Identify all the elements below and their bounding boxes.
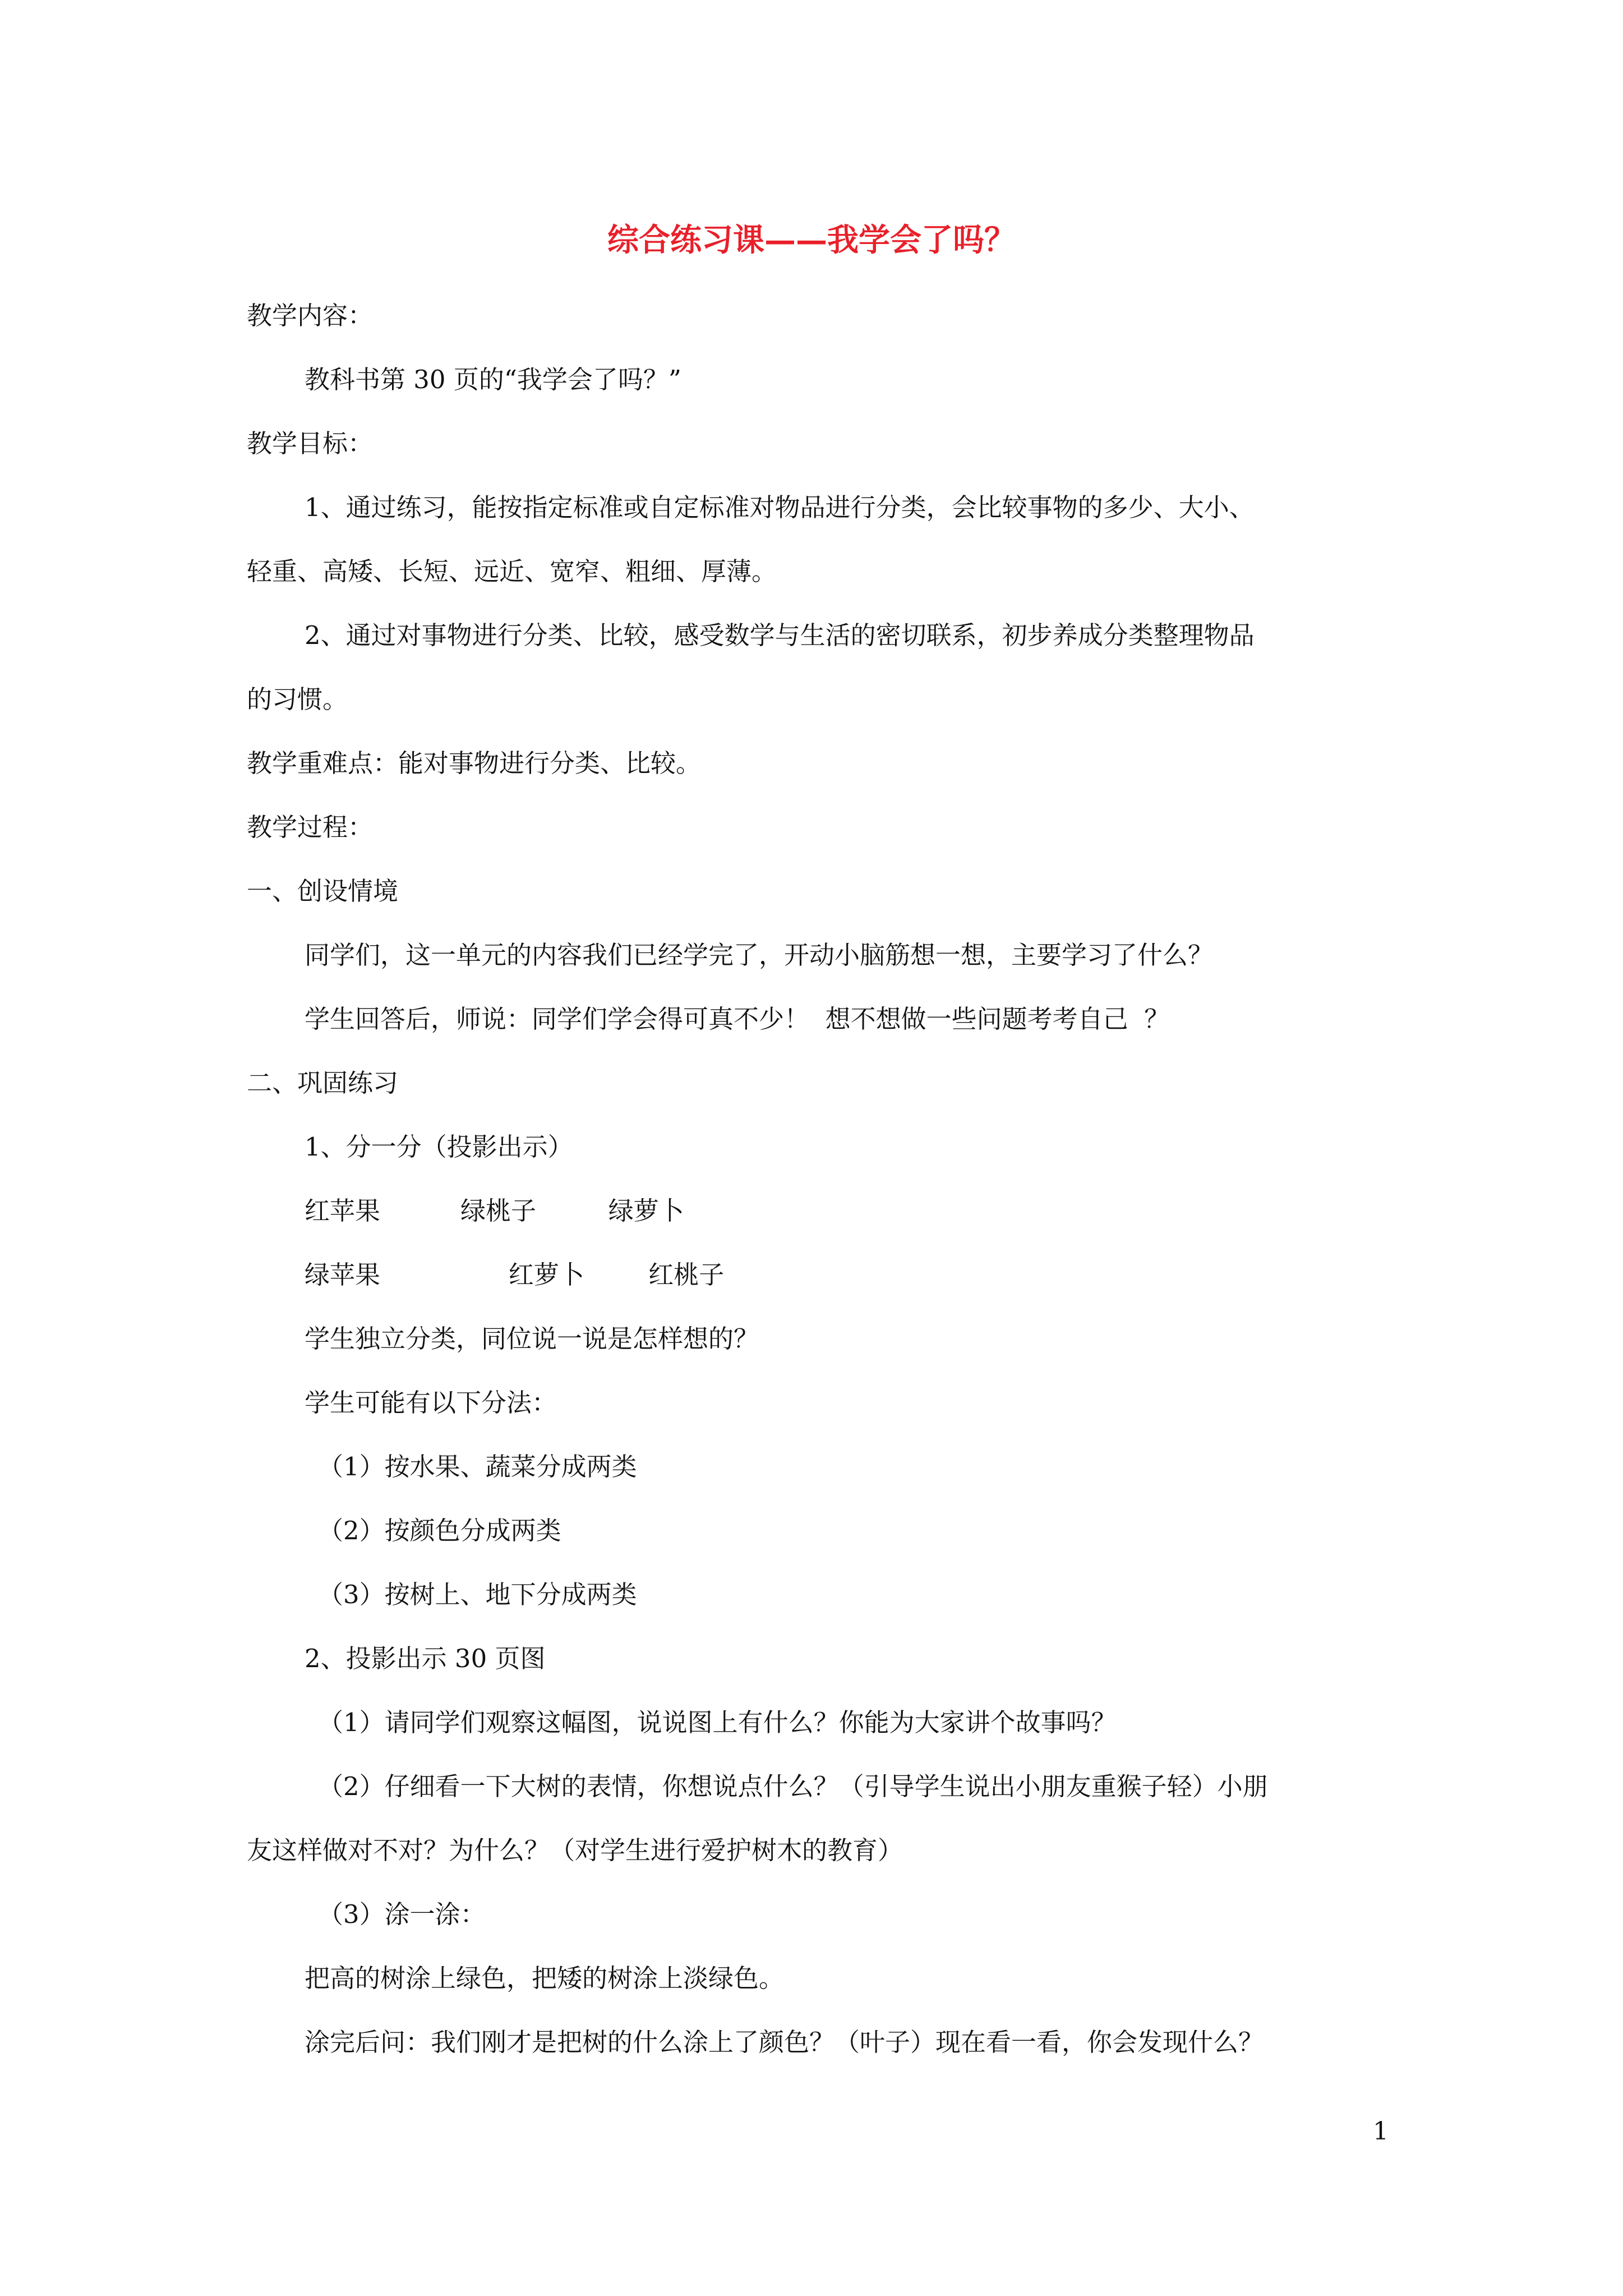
page-number: 1	[1373, 2117, 1389, 2146]
section-heading: 一、创设情境	[247, 876, 399, 906]
section-heading: 二、巩固练习	[247, 1068, 399, 1098]
text-line: 红苹果 绿桃子 绿萝卜	[305, 1196, 684, 1226]
text-line: 2、通过对事物进行分类、比较，感受数学与生活的密切联系，初步养成分类整理物品	[305, 620, 1255, 650]
text-line: 1、分一分（投影出示）	[305, 1132, 573, 1162]
text-line: 绿苹果 红萝卜 红桃子	[305, 1260, 725, 1290]
text-line: 教学过程：	[247, 812, 374, 842]
text-line: 教科书第 30 页的“我学会了吗？”	[305, 365, 681, 394]
text-line: 友这样做对不对？为什么？（对学生进行爱护树木的教育）	[247, 1835, 903, 1865]
text-line: 的习惯。	[247, 684, 348, 714]
text-line: 轻重、高矮、长短、远近、宽窄、粗细、厚薄。	[247, 556, 777, 586]
text-line: 教学重难点：能对事物进行分类、比较。	[247, 748, 702, 778]
list-item: （1）按水果、蔬菜分成两类	[318, 1452, 637, 1481]
text-line: 学生回答后，师说：同学们学会得可真不少！ 想不想做一些问题考考自己 ？	[305, 1004, 1170, 1034]
list-item: （2）仔细看一下大树的表情，你想说点什么？（引导学生说出小朋友重猴子轻）小朋	[318, 1772, 1268, 1801]
text-line: 学生独立分类，同位说一说是怎样想的？	[305, 1324, 759, 1354]
text-line: 同学们，这一单元的内容我们已经学完了，开动小脑筋想一想，主要学习了什么？	[305, 940, 1214, 970]
text-line: 把高的树涂上绿色，把矮的树涂上淡绿色。	[305, 1963, 785, 1993]
list-item: （2）按颜色分成两类	[318, 1516, 561, 1545]
text-line: 教学目标：	[247, 429, 374, 458]
text-line: 学生可能有以下分法：	[305, 1388, 557, 1418]
document-title: 综合练习课——我学会了吗？	[607, 222, 1016, 259]
text-line: 教学内容：	[247, 301, 374, 330]
list-item: （3）涂一涂：	[318, 1899, 486, 1929]
text-line: 1、通过练习，能按指定标准或自定标准对物品进行分类，会比较事物的多少、大小、	[305, 493, 1255, 522]
text-line: 2、投影出示 30 页图	[305, 1644, 546, 1673]
text-line: 涂完后问：我们刚才是把树的什么涂上了颜色？（叶子）现在看一看，你会发现什么？	[305, 2027, 1264, 2057]
list-item: （3）按树上、地下分成两类	[318, 1580, 637, 1609]
list-item: （1）请同学们观察这幅图，说说图上有什么？你能为大家讲个故事吗？	[318, 1708, 1117, 1737]
